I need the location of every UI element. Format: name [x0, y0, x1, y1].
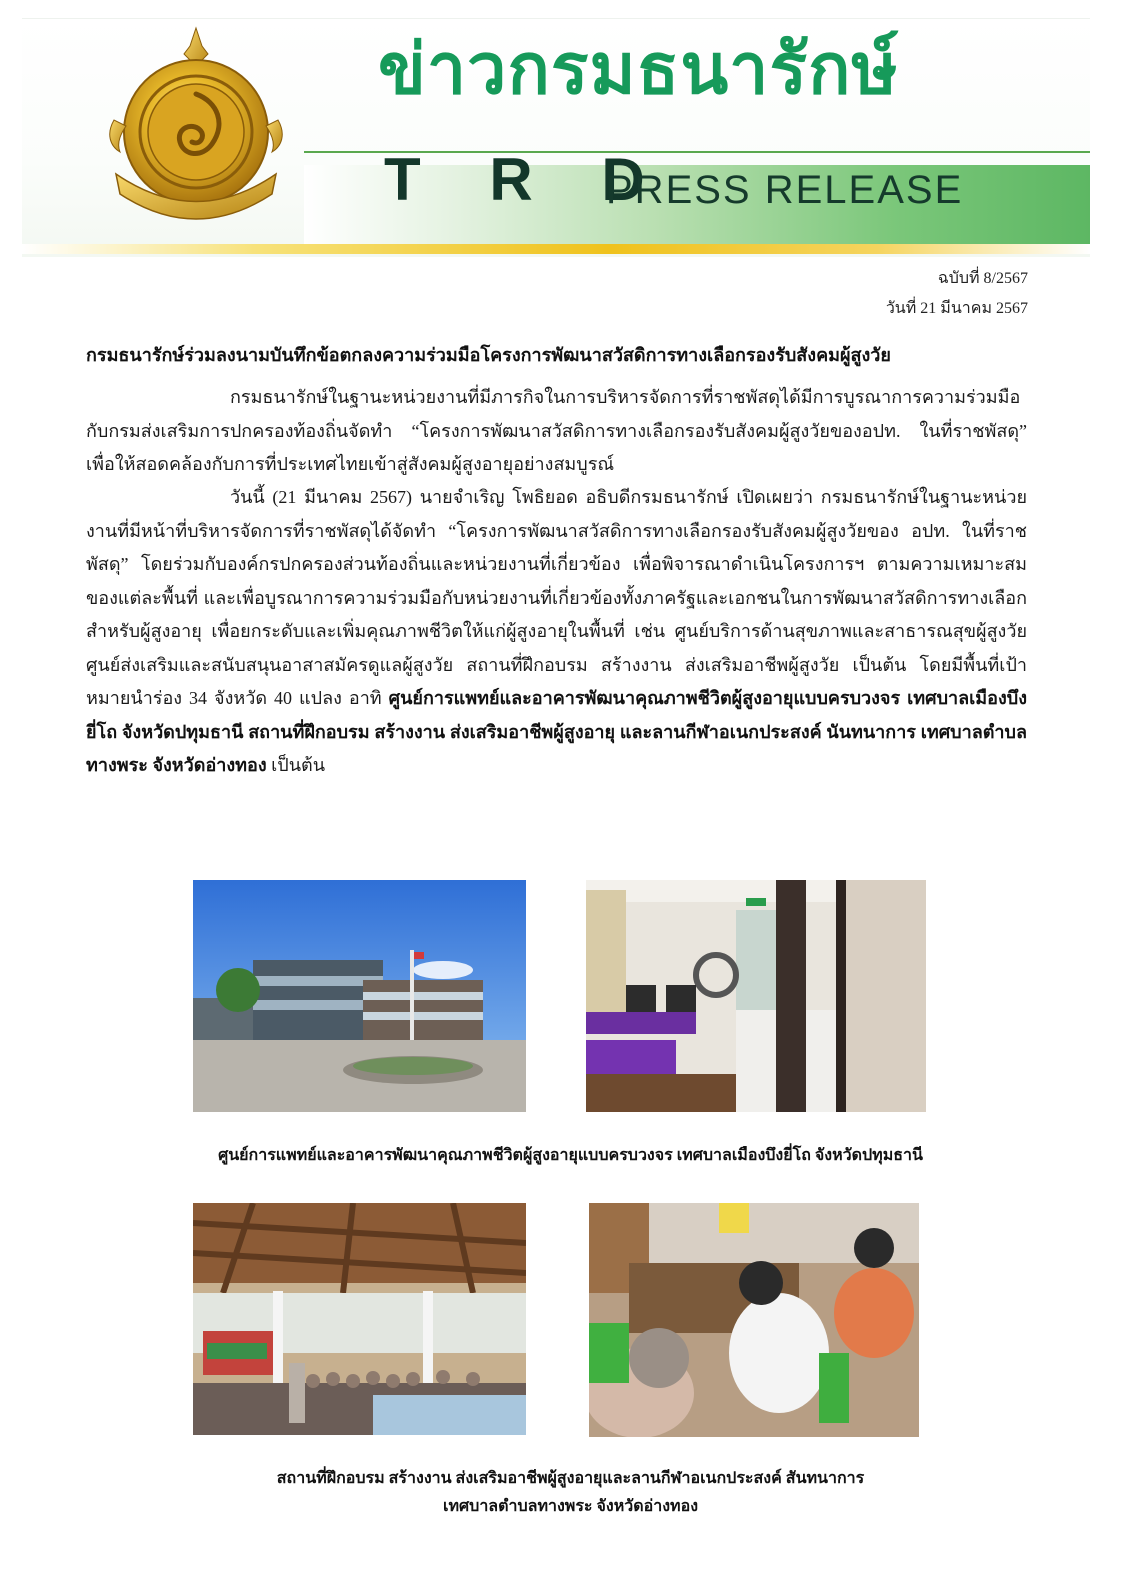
banner-gold-stripe [22, 244, 1090, 254]
release-date: วันที่ 21 มีนาคม 2567 [885, 300, 1028, 317]
paragraph-2-bold-sites: ศูนย์การแพทย์และอาคารพัฒนาคุณภาพชีวิตผู้สูงอายุแบบครบวงจร เทศบาลเมืองบึงยี่โถ จังหวัดปทุมธานี สถานที่ฝึกอบรม สร้างงาน ส่งเสริมอาชีพผู้สูงอายุ และลานกีฬาอเนกประสงค์ นันทนาการ เทศบาลตำบลทางพระ จังหวัดอ่างทอง [86, 688, 1027, 775]
issue-number: ฉบับที่ 8/2567 [937, 270, 1028, 287]
photo-medical-room-interior [586, 880, 926, 1112]
department-emblem-logo [96, 24, 296, 224]
photo-training-hall [193, 1203, 526, 1435]
article-headline: กรมธนารักษ์ร่วมลงนามบันทึกข้อตกลงความร่วมมือโครงการพัฒนาสวัสดิการทางเลือกรองรับสังคมผู้สูงวัย [86, 345, 891, 365]
paragraph-2-end: เป็นต้น [271, 755, 326, 775]
photo-elderly-craft-activity [589, 1203, 919, 1437]
trd-wordmark: T R D [384, 146, 671, 213]
photo-caption-2-line-2: เทศบาลตำบลทางพระ จังหวัดอ่างทอง [442, 1498, 698, 1515]
press-title-thai: ข่าวกรมธนารักษ์ [378, 28, 899, 110]
paragraph-2-text: วันนี้ (21 มีนาคม 2567) นายจำเริญ โพธิยอด อธิบดีกรมธนารักษ์ เปิดเผยว่า กรมธนารักษ์ในฐานะหน่วยงานที่มีหน้าที่บริหารจัดการที่ราชพัสดุได้จัดทำ “โครงการพัฒนาสวัสดิการทางเลือกรองรับสังคมผู้สูงวัยของ อปท. ในที่ราชพัสดุ” โดยร่วมกับองค์กรปกครองส่วนท้องถิ่นและหน่วยงานที่เกี่ยวข้อง เพื่อพิจารณาดำเนินโครงการฯ ตามความเหมาะสมของแต่ละพื้นที่ และเพื่อบูรณาการความร่วมมือกับหน่วยงานที่เกี่ยวข้องทั้งภาครัฐและเอกชนในการพัฒนาสวัสดิการทางเลือกสำหรับผู้สูงอายุ เพื่อยกระดับและเพิ่มคุณภาพชีวิตให้แก่ผู้สูงอายุในพื้นที่ เช่น ศูนย์บริการด้านสุขภาพและสาธารณสุขผู้สูงวัย ศูนย์ส่งเสริมและสนับสนุนอาสาสมัครดูแลผู้สูงวัย สถานที่ฝึกอบรม สร้างงาน ส่งเสริมอาชีพผู้สูงวัย เป็นต้น โดยมีพื้นที่เป้าหมายนำร่อง 34 จังหวัด 40 แปลง อาทิ [86, 487, 1027, 708]
article-paragraph-2 [86, 481, 1027, 783]
article-paragraph-1: กรมธนารักษ์ในฐานะหน่วยงานที่มีภารกิจในการบริหารจัดการที่ราชพัสดุได้มีการบูรณาการความร่วมมือกับกรมส่งเสริมการปกครองท้องถิ่นจัดทำ “โครงการพัฒนาสวัสดิการทางเลือกรองรับสังคมผู้สูงวัยของอปท. ในที่ราชพัสดุ” เพื่อให้สอดคล้องกับการที่ประเทศไทยเข้าสู่สังคมผู้สูงอายุอย่างสมบูรณ์ [86, 387, 1027, 474]
press-release-label: PRESS RELEASE [606, 168, 964, 212]
photo-caption-1: ศูนย์การแพทย์และอาคารพัฒนาคุณภาพชีวิตผู้สูงอายุแบบครบวงจร เทศบาลเมืองบึงยี่โถ จังหวัดปทุมธานี [218, 1147, 923, 1164]
photo-medical-center-building [193, 880, 526, 1112]
photo-caption-2-line-1: สถานที่ฝึกอบรม สร้างงาน ส่งเสริมอาชีพผู้สูงอายุและลานกีฬาอเนกประสงค์ สันทนาการ [276, 1470, 865, 1487]
